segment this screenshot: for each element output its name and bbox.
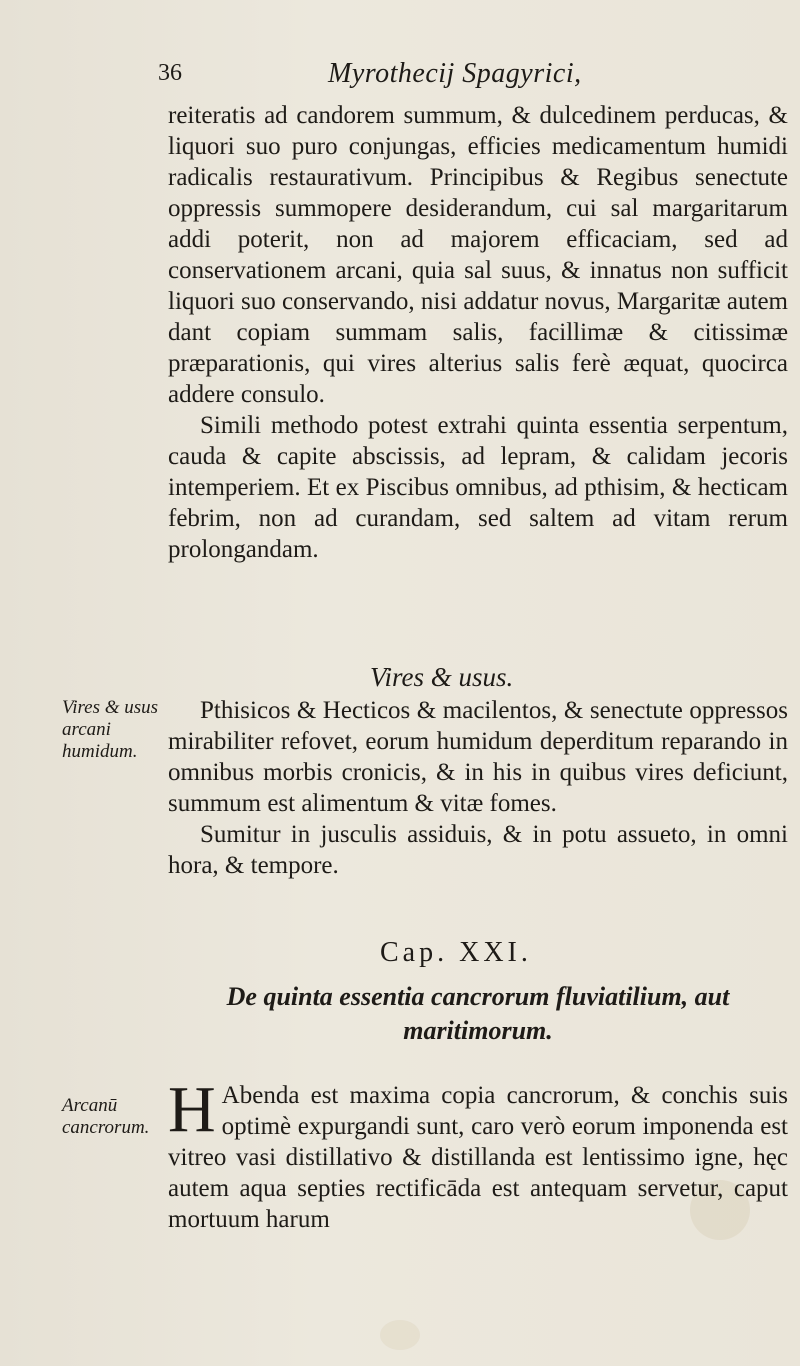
- chapter-title: De quinta essentia cancrorum fluviatilium, aut maritimorum.: [226, 982, 730, 1045]
- paragraph: Sumitur in jusculis assiduis, & in potu assueto, in omni hora, & tempore.: [168, 821, 788, 879]
- margin-note: Vires & usus arcani humidum.: [62, 697, 159, 762]
- body-section-1: [168, 100, 788, 565]
- page-header: [158, 58, 778, 98]
- paragraph: [168, 1073, 788, 1235]
- paragraph-text: Abenda est maxima copia cancrorum, & conchis suis optimè expurgandi sunt, caro verò eorum imponenda est vitreo vasi distillativo & distillanda est lentissimo igne, hęc autem aqua septies rectificāda est antequam servetur, caput mortuum harum: [168, 1082, 788, 1233]
- paragraph: Simili methodo potest extrahi quinta essentia serpentum, cauda & capite abscissis, ad lepram, & calidam jecoris intemperiem. Et ex Piscibus omnibus, ad pthisim, & hecticam febrim, non ad curandam, sed saltem ad vitam rerum prolongandam.: [168, 412, 788, 563]
- drop-capital: H: [168, 1073, 216, 1146]
- paragraph: reiteratis ad candorem summum, & dulcedinem perducas, & liquori suo puro conjungas, efficies medicamentum humidi radicalis restaurativum. Principibus & Regibus senectute oppressis summopere desiderandum, cui sal margaritarum addi poterit, non ad majorem efficaciam, sed ad conservationem arcani, quia sal suus, & innatus non sufficit liquori suo conservando, nisi addatur novus, Margaritæ autem dant copiam summam salis, facillimæ & citissimæ præparationis, qui vires alterius salis ferè æquat, quocirca addere consulo.: [168, 102, 788, 408]
- paper-stain: [380, 1320, 420, 1350]
- body-section-2: [168, 695, 788, 881]
- body-section-3: [168, 1073, 788, 1235]
- page-number: 36: [158, 60, 182, 86]
- running-title: Myrothecij Spagyrici,: [328, 58, 582, 89]
- chapter-number: Cap. XXI.: [380, 937, 532, 968]
- margin-note: Arcanū cancrorum.: [62, 1095, 150, 1138]
- paragraph: Pthisicos & Hecticos & macilentos, & senectute oppressos mirabiliter refovet, eorum humidum deperditum reparando in omnibus morbis cronicis, & in his in quibus vires deficiunt, summum est alimentum & vitæ fomes.: [168, 697, 788, 817]
- section-subheading: Vires & usus.: [370, 662, 514, 692]
